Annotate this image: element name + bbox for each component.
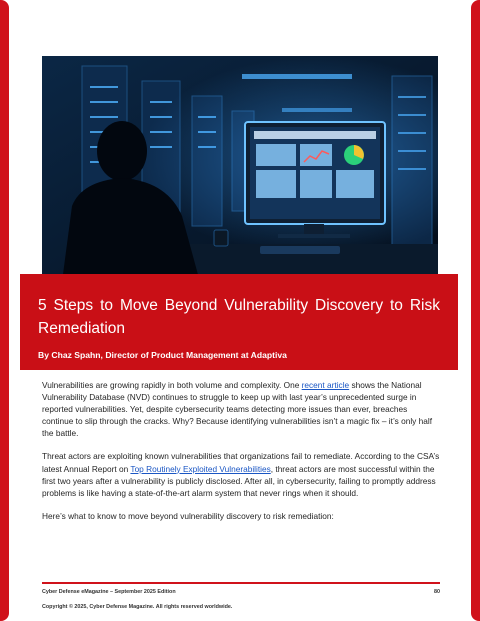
paragraph-2-text-a: Threat actors are exploiting known vulnerabilities that organizations fail to remediate. According to the CSA’s latest Annual Report on [42, 451, 440, 474]
exploited-vulnerabilities-link[interactable]: Top Routinely Exploited Vulnerabilities [130, 463, 271, 474]
footer-divider [42, 582, 440, 584]
left-red-edge [0, 0, 9, 621]
right-red-edge [471, 0, 480, 621]
article-byline: By Chaz Spahn, Director of Product Management at Adaptiva [38, 350, 287, 360]
page-number: 80 [434, 589, 440, 595]
hero-image [42, 56, 438, 282]
recent-article-link[interactable]: recent article [301, 380, 350, 390]
paragraph-1-text-b: shows the National Vulnerability Database (NVD) continues to struggle to keep up with last year’s unprecedented surge in reported vulnerabilities. Yet, despite cybersecurity teams detecting more issues than ever, breaches continue to slip through the cracks. Why? Because identifying vulnerabilities isn’t a magic fix – it’s only half the battle. [42, 380, 432, 439]
title-banner [20, 274, 458, 370]
article-body [42, 379, 440, 522]
paragraph-3: Here’s what to know to move beyond vulnerability discovery to risk remediation: [42, 510, 334, 521]
paragraph-1-text-a: Vulnerabilities are growing rapidly in both volume and complexity. One [42, 380, 302, 390]
paragraph-2 [42, 450, 440, 498]
footer-copyright: Copyright © 2025, Cyber Defense Magazine. All rights reserved worldwide. [42, 604, 233, 610]
footer-edition: Cyber Defense eMagazine – September 2025 Edition [42, 589, 176, 595]
paragraph-2-text-b: , threat actors are most successful within the first two years after a vulnerability is publicly disclosed. After all, in cybersecurity, failing to promptly address problems is like having a state-of-the-art alarm system that never rings when it should. [42, 463, 436, 498]
page-footer [42, 589, 440, 610]
article-title: 5 Steps to Move Beyond Vulnerability Discovery to Risk Remediation [38, 297, 440, 337]
paragraph-1 [42, 379, 440, 439]
